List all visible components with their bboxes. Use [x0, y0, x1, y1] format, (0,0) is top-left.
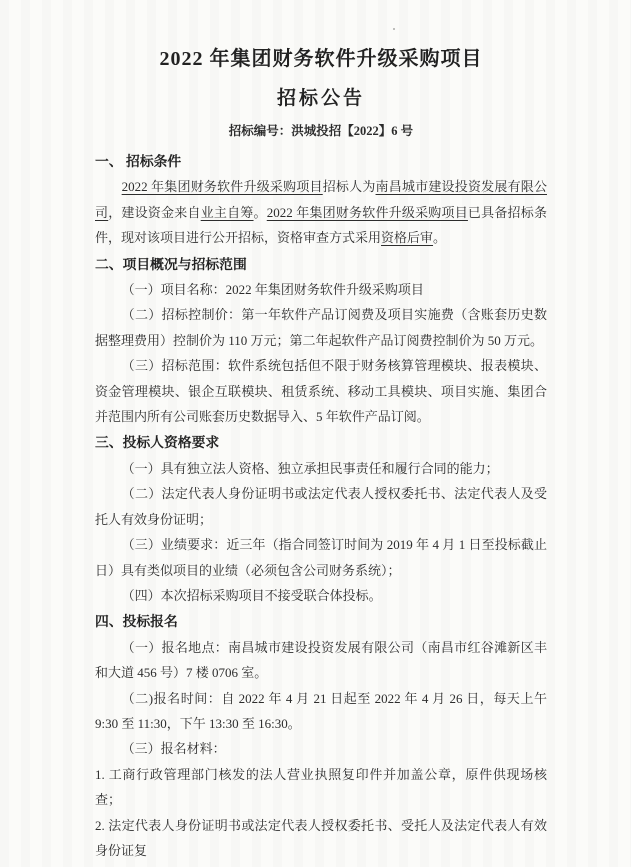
paragraph: [95, 686, 547, 737]
underlined-text: 2022 年集团财务软件升级采购项目: [121, 179, 323, 195]
paragraph: [95, 456, 547, 481]
text-run: 四、投标报名: [95, 614, 178, 630]
paragraph: [95, 736, 547, 761]
text-run: （三）报名材料：: [121, 741, 226, 757]
underlined-text: 资格后审: [381, 230, 434, 246]
text-run: 招标人为: [322, 179, 376, 195]
underlined-text: 2022 年集团财务软件升级采购项目: [266, 204, 468, 220]
paragraph: [95, 813, 547, 864]
paragraph: [95, 353, 547, 429]
doc-number: 招标编号：洪城投招【2022】6 号: [228, 124, 414, 138]
doc-subtitle: 招标公告: [276, 88, 365, 109]
paragraph: [95, 481, 547, 532]
text-run: （三）招标范围：软件系统包括但不限于财务核算管理模块、报表模块、资金管理模块、银企互联模块、租赁系统、移动工具模块、项目实施、集团合并范围内所有公司账套历史数据导入、5 年软件产品订阅。: [95, 358, 547, 425]
text-run: 已具备招标条件，现对该项目进行公开招标，资格审查方式采用: [95, 204, 547, 246]
text-run: 1. 工商行政管理部门核发的法人营业执照复印件并加盖公章，原件供现场核查；: [95, 766, 547, 808]
text-run: 二、项目概况与招标范围: [95, 256, 247, 272]
doc-title: 2022 年集团财务软件升级采购项目: [159, 48, 483, 70]
text-run: （三）业绩要求：近三年（指合同签订时间为 2019 年 4 月 1 日至投标截止日）具有类似项目的业绩（必须包含公司财务系统）；: [95, 537, 547, 578]
paragraph: [95, 277, 547, 302]
paragraph: [95, 583, 547, 608]
paragraph: [95, 762, 547, 813]
document-content: [95, 44, 547, 863]
paragraph: [95, 635, 547, 686]
text-run: 。: [433, 230, 447, 246]
section-heading: [95, 149, 547, 174]
text-run: 2. 法定代表人身份证明书或法定代表人授权委托书、受托人及法定代表人有效身份证复: [95, 817, 547, 858]
paragraph: [95, 532, 547, 583]
text-run: （二）招标控制价：第一年软件产品订阅费及项目实施费（含账套历史数据整理费用）控制价为 110 万元；第二年起软件产品订阅费控制价为 50 万元。: [95, 307, 547, 348]
text-run: （二）法定代表人身份证明书或法定代表人授权委托书、法定代表人及受托人有效身份证明；: [95, 486, 547, 527]
text-run: （一）具有独立法人资格、独立承担民事责任和履行合同的能力；: [121, 460, 499, 476]
text-run: （四）本次招标采购项目不接受联合体投标。: [121, 587, 382, 603]
paragraph: [95, 302, 547, 353]
section-heading: [95, 252, 547, 277]
text-run: （一）项目名称：2022 年集团财务软件升级采购项目: [121, 282, 424, 298]
text-run: （一）报名地点：南昌城市建设投资发展有限公司（南昌市红谷滩新区丰和大道 456 号）7 楼 0706 室。: [95, 639, 547, 681]
section-heading: [95, 430, 547, 455]
scan-speckle: [393, 28, 395, 30]
paragraph: [95, 174, 547, 250]
text-run: 三、投标人资格要求: [95, 435, 220, 451]
text-run: 。: [253, 204, 267, 220]
section-heading: [95, 609, 547, 634]
doc-body: [95, 149, 547, 863]
text-run: 一、 招标条件: [95, 154, 182, 169]
text-run: （二)报名时间：自 2022 年 4 月 21 日起至 2022 年 4 月 26 日，每天上午 9:30 至 11:30，下午 13:30 至 16:30。: [95, 690, 547, 731]
underlined-text: 业主自筹: [200, 204, 254, 220]
underlined-text: 南昌城市建设投资发展有限公司: [95, 179, 547, 220]
text-run: ，建设资金来自: [108, 204, 201, 220]
